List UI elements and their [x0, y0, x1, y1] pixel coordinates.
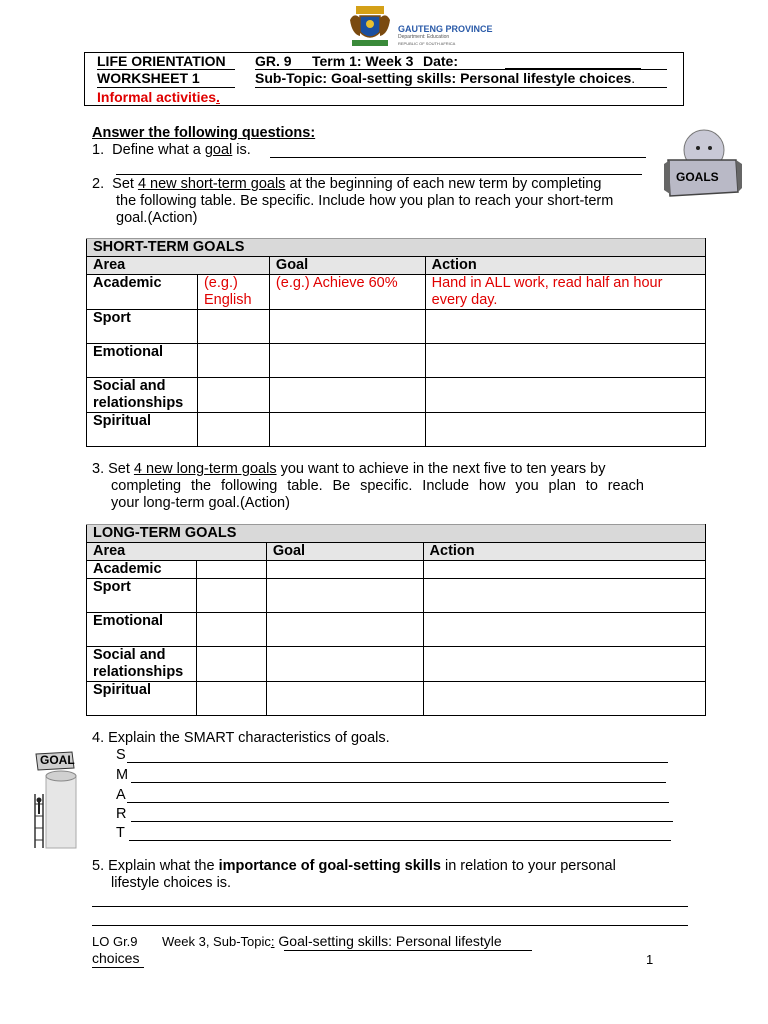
smart-line-a[interactable] — [127, 802, 669, 803]
table-row — [87, 682, 706, 716]
area-cell: Academic — [87, 561, 197, 579]
example-goal-cell: (e.g.) Achieve 60% — [269, 275, 425, 310]
long-term-title: LONG-TERM GOALS — [87, 525, 706, 543]
gauteng-logo-text: GAUTENG PROVINCE Department: Education REPUBLIC OF SOUTH AFRICA — [398, 24, 493, 46]
smart-line-s[interactable] — [127, 762, 668, 763]
date-label: Date: — [423, 53, 459, 69]
question-4: 4. Explain the SMART characteristics of goals. — [92, 730, 390, 746]
action-cell[interactable] — [425, 344, 705, 378]
short-term-goals-table — [86, 238, 706, 447]
question-5: 5. Explain what the importance of goal-setting skills in relation to your personal — [92, 858, 616, 874]
subject-title: LIFE ORIENTATION — [97, 53, 226, 69]
table-row — [87, 561, 706, 579]
informal-activities: Informal activities. — [97, 89, 220, 105]
grade-label: GR. 9 — [255, 53, 292, 69]
subject-cell[interactable] — [197, 310, 269, 344]
action-cell[interactable] — [423, 613, 705, 647]
smart-line-m[interactable] — [131, 782, 666, 783]
subject-cell[interactable] — [197, 413, 269, 447]
q5-answer-line-2[interactable] — [92, 925, 688, 926]
subject-cell[interactable] — [197, 378, 269, 413]
term-label: Term 1: Week 3 — [312, 53, 414, 69]
question-2: 2. Set 4 new short-term goals at the beginning of each new term by completing — [92, 176, 602, 192]
q1-answer-line-2[interactable] — [116, 174, 642, 175]
question-1: 1. Define what a goal is. — [92, 142, 251, 158]
page-number: 1 — [646, 952, 654, 967]
table-row — [87, 275, 706, 310]
area-cell: Social and relationships — [87, 378, 198, 413]
goal-cell[interactable] — [266, 579, 423, 613]
worksheet-label: WORKSHEET 1 — [97, 70, 200, 86]
goal-cell[interactable] — [269, 344, 425, 378]
example-subject-cell: (e.g.) English — [197, 275, 269, 310]
smart-letter-a: A — [116, 787, 126, 803]
example-action-cell: Hand in ALL work, read half an hour every day. — [425, 275, 705, 310]
action-cell[interactable] — [423, 579, 705, 613]
smart-letter-t: T — [116, 825, 125, 841]
footer-topic-cont: choices — [92, 950, 140, 966]
long-term-goals-table — [86, 524, 706, 716]
goal-cell[interactable] — [266, 561, 423, 579]
subject-cell[interactable] — [196, 579, 266, 613]
col-header-action: Action — [423, 543, 705, 561]
action-cell[interactable] — [425, 378, 705, 413]
subtopic-label: Sub-Topic: Goal-setting skills: Personal lifestyle choices. — [255, 70, 636, 86]
table-row — [87, 413, 706, 447]
smart-letter-s: S — [116, 747, 126, 763]
col-header-area: Area — [87, 257, 270, 275]
area-cell: Spiritual — [87, 682, 197, 716]
area-cell: Emotional — [87, 344, 198, 378]
subject-cell[interactable] — [196, 682, 266, 716]
question-3-line2: completing the following table. Be specific. Include how you plan to reach — [111, 478, 644, 494]
short-term-title: SHORT-TERM GOALS — [87, 239, 706, 257]
goal-figure-text: GOAL — [40, 753, 75, 767]
area-cell: Social and relationships — [87, 647, 197, 682]
action-cell[interactable] — [423, 682, 705, 716]
goals-sticker-text: GOALS — [676, 170, 719, 184]
action-cell[interactable] — [423, 647, 705, 682]
q5-answer-line[interactable] — [92, 906, 688, 907]
table-row — [87, 647, 706, 682]
table-row — [87, 579, 706, 613]
col-header-goal: Goal — [266, 543, 423, 561]
area-cell: Spiritual — [87, 413, 198, 447]
col-header-area: Area — [87, 543, 267, 561]
question-2-line2: the following table. Be specific. Include how you plan to reach your short-term — [116, 193, 614, 209]
col-header-goal: Goal — [269, 257, 425, 275]
area-cell: Academic — [87, 275, 198, 310]
table-row — [87, 378, 706, 413]
subject-cell[interactable] — [196, 613, 266, 647]
subject-cell[interactable] — [196, 647, 266, 682]
action-cell[interactable] — [425, 310, 705, 344]
subject-cell[interactable] — [197, 344, 269, 378]
table-row — [87, 310, 706, 344]
col-header-action: Action — [425, 257, 705, 275]
smart-line-r[interactable] — [131, 821, 673, 822]
goal-cell[interactable] — [269, 310, 425, 344]
question-3-line3: your long-term goal.(Action) — [111, 495, 290, 511]
question-5-line2: lifestyle choices is. — [111, 875, 232, 891]
area-cell: Sport — [87, 310, 198, 344]
area-cell: Sport — [87, 579, 197, 613]
goals-sticker-image — [664, 126, 742, 200]
coat-of-arms-logo — [346, 2, 394, 50]
goal-cell[interactable] — [269, 413, 425, 447]
goal-cell[interactable] — [266, 647, 423, 682]
question-3: 3. Set 4 new long-term goals you want to achieve in the next five to ten years by — [92, 461, 606, 477]
table-row — [87, 613, 706, 647]
table-row — [87, 344, 706, 378]
q1-answer-line[interactable] — [270, 157, 646, 158]
footer-topic: Week 3, Sub-Topic: Goal-setting skills: Personal lifestyle — [162, 933, 502, 949]
smart-letter-r: R — [116, 806, 127, 822]
instructions-heading: Answer the following questions: — [92, 125, 316, 141]
goal-cell[interactable] — [266, 682, 423, 716]
area-cell: Emotional — [87, 613, 197, 647]
action-cell[interactable] — [423, 561, 705, 579]
footer-grade: LO Gr.9 — [92, 934, 138, 949]
action-cell[interactable] — [425, 413, 705, 447]
question-2-line3: goal.(Action) — [116, 210, 198, 226]
goal-ladder-image — [24, 744, 80, 850]
smart-line-t[interactable] — [129, 840, 671, 841]
goal-cell[interactable] — [269, 378, 425, 413]
smart-letter-m: M — [116, 767, 129, 783]
subject-cell[interactable] — [196, 561, 266, 579]
goal-cell[interactable] — [266, 613, 423, 647]
